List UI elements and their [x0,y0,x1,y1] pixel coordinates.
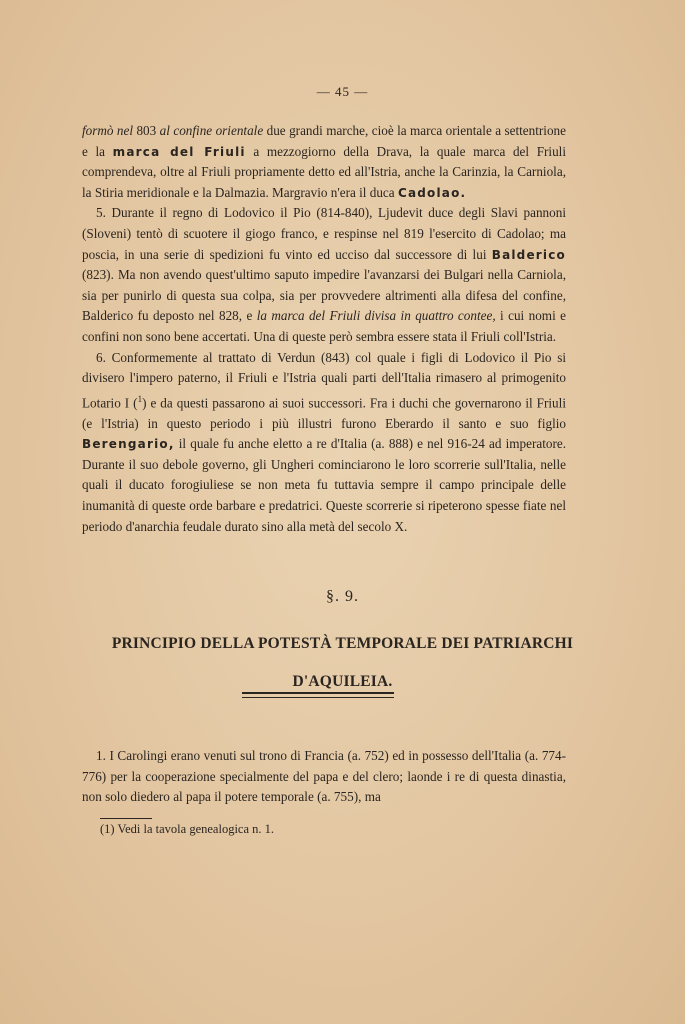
section-title-line-1: PRINCIPIO DELLA POTESTÀ TEMPORALE DEI PATRIARCHI [111,635,574,652]
italic-text: al confine orientale [159,123,264,138]
text-run: 803 [133,123,160,138]
emphasized-term: Balderico [491,247,566,262]
text-run: i cui nomi e confini non sono bene accertati. Una di queste però sembra essere stata il Friuli coll'Istria. [82,308,566,344]
text-run: due grandi marche, cioè la marca orientale a settentrione e la [82,123,567,159]
text-run: a mezzogiorno della Drava, la quale marca del Friuli comprendeva, oltre al Friuli propriamente detto ed all'Istria, anche la Carinzia, la Carniola, la Stiria meridionale e la Dalmazia. Margravio n'era il duca [82,143,566,200]
body-text [82,121,566,537]
footnote [100,822,274,837]
footnote-divider [100,818,152,819]
italic-text: la marca del Friuli divisa in quattro contee, [256,308,496,324]
section-number: §. 9. [326,588,359,605]
text-run: il quale fu anche eletto a re d'Italia (a. 888) e nel 916-24 ad imperatore. Durante il suo debole governo, gli Ungheri cominciarono le loro scorrerie sull'Italia, nelle quali il ducato forogiuliese se non meta fu tuttavia sempre il campo principale delle inumanità di queste orde barbare e predatrici. Queste scorrerie si ripeterono spesse fiate nel periodo d'anarchia feudale durato sino alla metà del secolo X. [82,436,566,534]
footnote-reference: 1 [137,393,143,404]
section-paragraph-1: 1. I Carolingi erano venuti sul trono di Francia (a. 752) ed in possesso dell'Italia (a. 774-776) per la cooperazione specialmente del papa e del clero; laonde i re di questa dinastia, non solo diedero al papa il potere temporale (a. 755), ma [82,748,566,805]
paragraph-4-continuation [82,121,566,203]
section-title [60,625,625,701]
italic-text: formò nel [82,123,134,138]
paragraph-5 [82,203,566,347]
emphasized-term: marca del Friuli [112,144,246,159]
emphasized-term: Berengario, [82,437,175,452]
section-body [82,746,566,808]
footnote-text: Vedi la tavola genealogica n. 1. [114,822,275,836]
emphasized-term: Cadolao. [397,185,467,200]
section-title-line-2: D'AQUILEIA. [292,673,393,690]
text-run: (823). Ma non avendo quest'ultimo saputo impedire l'avanzarsi dei Bulgari nella Carniola, sia per punirlo di questa sua colpa, sia per provvedere altrimenti alla difesa del confine, Balderico fu deposto nel 828, e [82,267,566,324]
paragraph-6 [82,348,566,538]
footnote-marker: (1) [100,822,115,836]
text-run: ) e da questi passarono ai suoi successori. Fra i duchi che governarono il Friuli (e l'Istria) in questo periodo i più illustri furono Eberardo il santo e suo figlio [82,395,566,431]
text-run: 6. Conformemente al trattato di Verdun (843) col quale i figli di Lodovico il Pio si divisero l'impero paterno, il Friuli e l'Istria quali parti dell'Italia rimasero al primogenito Lotario I ( [82,349,566,411]
page-number: — 45 — [316,84,369,99]
section-divider [242,692,394,698]
text-run: 5. Durante il regno di Lodovico il Pio (814-840), Ljudevit duce degli Slavi pannoni (Sloveni) tentò di scuotere il giogo franco, e respinse nel 819 l'esercito di Cadolao; ma poscia, in una serie di spedizioni fu vinto ed ucciso dal successore di lui [82,205,566,262]
